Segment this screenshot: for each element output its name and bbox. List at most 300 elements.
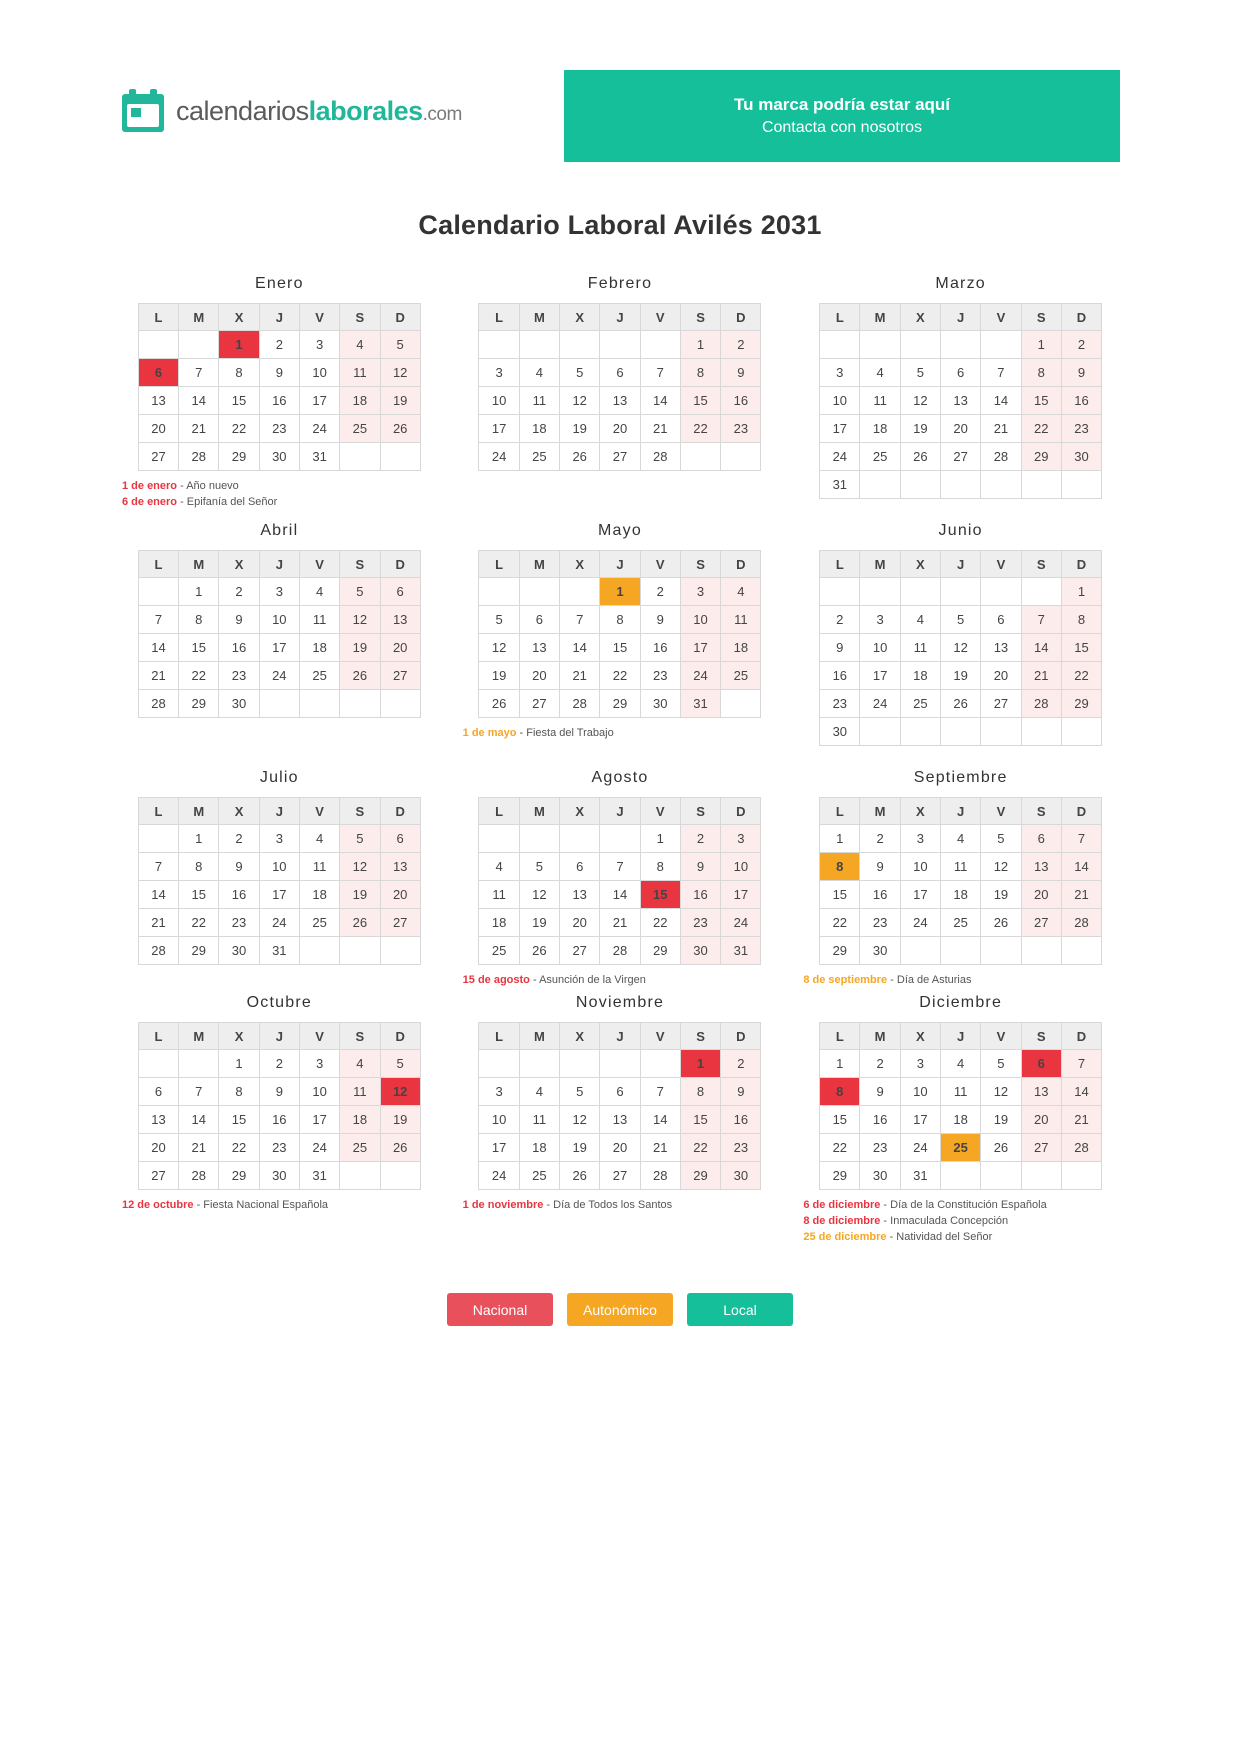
legend-item-local[interactable]: Local	[687, 1293, 793, 1326]
day-cell: 18	[519, 415, 559, 443]
day-cell: 26	[900, 443, 940, 471]
day-cell: 1	[640, 825, 680, 853]
day-cell: 21	[600, 909, 640, 937]
day-cell: 23	[860, 909, 900, 937]
day-cell: 31	[259, 937, 299, 965]
weekday-header: M	[519, 551, 559, 578]
day-cell: 20	[138, 415, 178, 443]
day-cell: 19	[981, 1106, 1021, 1134]
day-cell-weekend: 15	[680, 1106, 720, 1134]
weekday-header: S	[340, 304, 380, 331]
day-cell: 9	[640, 606, 680, 634]
day-cell: 22	[600, 662, 640, 690]
day-cell: 16	[860, 881, 900, 909]
day-cell-empty	[560, 578, 600, 606]
day-cell: 19	[981, 881, 1021, 909]
weekday-header: D	[1061, 304, 1101, 331]
day-cell-weekend: 30	[1061, 443, 1101, 471]
day-cell-empty	[1061, 1162, 1101, 1190]
holiday-note-date: 1 de noviembre	[462, 1199, 544, 1211]
month-name: Abril	[260, 522, 299, 539]
day-cell-weekend: 25	[721, 662, 761, 690]
weekday-header: S	[1021, 551, 1061, 578]
day-cell: 2	[259, 1050, 299, 1078]
day-cell: 24	[259, 662, 299, 690]
day-cell: 3	[900, 1050, 940, 1078]
day-cell: 7	[600, 853, 640, 881]
day-cell: 12	[560, 387, 600, 415]
day-cell: 14	[981, 387, 1021, 415]
day-cell-weekend: 16	[1061, 387, 1101, 415]
weekday-header-row	[138, 1023, 420, 1050]
day-cell-holiday-autonomico: 1	[600, 578, 640, 606]
weekday-header: S	[340, 1023, 380, 1050]
day-cell: 3	[479, 359, 519, 387]
day-cell: 1	[179, 825, 219, 853]
weekday-header-row	[820, 1023, 1102, 1050]
day-cell-weekend: 7	[1021, 606, 1061, 634]
holiday-note-date: 8 de diciembre	[803, 1215, 881, 1227]
day-cell: 1	[219, 1050, 259, 1078]
day-cell-weekend: 1	[680, 331, 720, 359]
day-cell-weekend: 23	[680, 909, 720, 937]
weekday-header-row	[479, 1023, 761, 1050]
weekday-header: M	[179, 1023, 219, 1050]
month-block	[801, 994, 1120, 1245]
day-cell: 6	[519, 606, 559, 634]
day-cell-weekend: 20	[380, 634, 420, 662]
day-cell: 8	[600, 606, 640, 634]
day-cell-holiday-autonomico: 25	[941, 1134, 981, 1162]
week-row	[479, 937, 761, 965]
day-cell-empty	[860, 331, 900, 359]
weekday-header: X	[219, 1023, 259, 1050]
day-cell-empty	[380, 1162, 420, 1190]
day-cell-weekend: 13	[380, 606, 420, 634]
day-cell-empty	[259, 690, 299, 718]
day-cell-empty	[138, 1050, 178, 1078]
month-table	[819, 303, 1102, 499]
day-cell: 27	[560, 937, 600, 965]
months-grid	[120, 275, 1120, 1245]
day-cell: 3	[299, 331, 339, 359]
day-cell: 26	[981, 1134, 1021, 1162]
weekday-header: L	[820, 304, 860, 331]
day-cell-empty	[179, 1050, 219, 1078]
day-cell: 5	[981, 825, 1021, 853]
day-cell-weekend: 4	[340, 331, 380, 359]
day-cell: 27	[981, 690, 1021, 718]
week-row	[479, 825, 761, 853]
day-cell-empty	[340, 937, 380, 965]
day-cell-weekend: 23	[721, 415, 761, 443]
day-cell: 20	[600, 415, 640, 443]
weekday-header: M	[860, 304, 900, 331]
day-cell-weekend: 27	[380, 662, 420, 690]
day-cell-empty	[340, 443, 380, 471]
weekday-header-row	[479, 304, 761, 331]
weekday-header: V	[299, 551, 339, 578]
weekday-header: X	[900, 551, 940, 578]
day-cell: 27	[138, 1162, 178, 1190]
day-cell-holiday-nacional: 8	[820, 1078, 860, 1106]
weekday-header: D	[1061, 551, 1101, 578]
holiday-note-date: 1 de mayo	[462, 727, 517, 739]
day-cell: 16	[259, 387, 299, 415]
day-cell-weekend: 19	[340, 881, 380, 909]
page-header	[120, 70, 1120, 162]
day-cell-weekend: 19	[380, 1106, 420, 1134]
month-name: Noviembre	[575, 994, 665, 1011]
day-cell-weekend: 7	[1061, 825, 1101, 853]
week-row	[479, 1078, 761, 1106]
weekday-header: S	[680, 551, 720, 578]
day-cell: 11	[941, 853, 981, 881]
day-cell: 8	[219, 359, 259, 387]
day-cell: 5	[479, 606, 519, 634]
week-row	[820, 937, 1102, 965]
weekday-header: V	[640, 304, 680, 331]
day-cell: 15	[219, 1106, 259, 1134]
week-row	[820, 387, 1102, 415]
day-cell-weekend: 16	[721, 387, 761, 415]
holiday-note-desc: - Natividad del Señor	[886, 1231, 993, 1243]
day-cell-weekend: 5	[380, 1050, 420, 1078]
day-cell: 2	[219, 825, 259, 853]
day-cell: 8	[179, 606, 219, 634]
day-cell-weekend: 13	[1021, 1078, 1061, 1106]
day-cell-weekend: 22	[1021, 415, 1061, 443]
week-row	[479, 634, 761, 662]
month-name: Enero	[254, 275, 304, 292]
weekday-header: S	[340, 798, 380, 825]
day-cell-empty	[721, 443, 761, 471]
day-cell: 17	[479, 415, 519, 443]
day-cell-empty	[380, 443, 420, 471]
day-cell: 22	[179, 662, 219, 690]
day-cell: 24	[860, 690, 900, 718]
legend-item-nacional[interactable]: Nacional	[447, 1293, 553, 1326]
day-cell-empty	[479, 1050, 519, 1078]
day-cell-empty	[860, 471, 900, 499]
day-cell-weekend: 25	[340, 415, 380, 443]
week-row	[820, 1078, 1102, 1106]
month-block	[120, 769, 439, 988]
week-row	[138, 443, 420, 471]
day-cell-weekend: 16	[721, 1106, 761, 1134]
weekday-header-row	[138, 304, 420, 331]
week-row	[138, 690, 420, 718]
day-cell: 29	[179, 690, 219, 718]
weekday-header: L	[820, 798, 860, 825]
day-cell-empty	[860, 578, 900, 606]
month-table	[819, 1022, 1102, 1190]
day-cell: 16	[219, 634, 259, 662]
day-cell-weekend: 21	[1061, 881, 1101, 909]
day-cell: 30	[219, 937, 259, 965]
day-cell: 18	[299, 881, 339, 909]
day-cell: 1	[820, 1050, 860, 1078]
weekday-header: V	[981, 1023, 1021, 1050]
day-cell: 21	[138, 909, 178, 937]
day-cell: 11	[519, 1106, 559, 1134]
day-cell: 25	[299, 909, 339, 937]
day-cell: 9	[219, 853, 259, 881]
weekday-header: D	[1061, 1023, 1101, 1050]
ad-banner[interactable]	[564, 70, 1120, 162]
day-cell: 27	[600, 1162, 640, 1190]
day-cell-empty	[941, 718, 981, 746]
day-cell: 4	[299, 578, 339, 606]
day-cell-weekend: 30	[680, 937, 720, 965]
day-cell: 10	[900, 1078, 940, 1106]
day-cell: 25	[519, 443, 559, 471]
calendar-icon	[120, 88, 166, 134]
day-cell: 28	[560, 690, 600, 718]
day-cell-empty	[138, 331, 178, 359]
day-cell-weekend: 21	[1061, 1106, 1101, 1134]
legend	[120, 1293, 1120, 1326]
day-cell-weekend: 18	[721, 634, 761, 662]
day-cell: 27	[600, 443, 640, 471]
day-cell-empty	[900, 937, 940, 965]
day-cell: 6	[138, 1078, 178, 1106]
month-name: Junio	[938, 522, 983, 539]
day-cell-holiday-autonomico: 8	[820, 853, 860, 881]
day-cell-weekend: 1	[1021, 331, 1061, 359]
day-cell: 19	[519, 909, 559, 937]
day-cell-weekend: 15	[1021, 387, 1061, 415]
week-row	[820, 1134, 1102, 1162]
holiday-note-desc: - Epifanía del Señor	[177, 496, 278, 508]
weekday-header: X	[219, 798, 259, 825]
day-cell: 30	[259, 1162, 299, 1190]
day-cell: 18	[941, 881, 981, 909]
day-cell: 23	[259, 415, 299, 443]
day-cell: 23	[860, 1134, 900, 1162]
day-cell: 9	[820, 634, 860, 662]
day-cell-weekend: 9	[680, 853, 720, 881]
day-cell-weekend: 29	[1061, 690, 1101, 718]
holiday-note-desc: - Día de la Constitución Española	[880, 1199, 1047, 1211]
day-cell: 12	[981, 853, 1021, 881]
day-cell: 7	[138, 853, 178, 881]
day-cell-weekend: 26	[340, 909, 380, 937]
month-table	[478, 797, 761, 965]
day-cell: 16	[640, 634, 680, 662]
month-notes	[120, 972, 439, 982]
day-cell: 31	[299, 443, 339, 471]
day-cell-weekend: 2	[680, 825, 720, 853]
weekday-header: V	[299, 798, 339, 825]
day-cell-empty	[981, 937, 1021, 965]
day-cell: 18	[860, 415, 900, 443]
holiday-note	[122, 478, 439, 494]
weekday-header: M	[179, 551, 219, 578]
day-cell-weekend: 9	[1061, 359, 1101, 387]
weekday-header: J	[259, 304, 299, 331]
day-cell: 24	[820, 443, 860, 471]
day-cell: 25	[519, 1162, 559, 1190]
weekday-header: J	[259, 551, 299, 578]
day-cell-weekend: 10	[680, 606, 720, 634]
week-row	[479, 909, 761, 937]
weekday-header: D	[721, 798, 761, 825]
holiday-note-date: 1 de enero	[122, 480, 178, 492]
week-row	[820, 331, 1102, 359]
day-cell-empty	[380, 690, 420, 718]
week-row	[820, 909, 1102, 937]
month-notes	[461, 478, 780, 488]
week-row	[820, 415, 1102, 443]
weekday-header: M	[519, 1023, 559, 1050]
site-logo[interactable]	[120, 70, 462, 134]
day-cell: 28	[179, 443, 219, 471]
day-cell-weekend: 29	[680, 1162, 720, 1190]
logo-text-part2: laborales	[308, 95, 423, 126]
month-notes	[461, 1197, 780, 1213]
week-row	[479, 690, 761, 718]
month-table	[478, 550, 761, 718]
day-cell: 3	[479, 1078, 519, 1106]
day-cell-weekend: 15	[1061, 634, 1101, 662]
day-cell: 18	[519, 1134, 559, 1162]
legend-item-autonomico[interactable]: Autonómico	[567, 1293, 673, 1326]
day-cell: 14	[179, 387, 219, 415]
day-cell-holiday-nacional: 1	[219, 331, 259, 359]
day-cell: 8	[640, 853, 680, 881]
day-cell: 23	[259, 1134, 299, 1162]
day-cell: 21	[981, 415, 1021, 443]
day-cell: 12	[560, 1106, 600, 1134]
day-cell-weekend: 22	[1061, 662, 1101, 690]
day-cell: 18	[479, 909, 519, 937]
month-name: Mayo	[598, 522, 642, 539]
day-cell-weekend: 14	[1021, 634, 1061, 662]
weekday-header: V	[981, 798, 1021, 825]
day-cell-weekend: 11	[340, 359, 380, 387]
day-cell: 12	[981, 1078, 1021, 1106]
day-cell: 3	[900, 825, 940, 853]
day-cell-empty	[519, 331, 559, 359]
day-cell: 28	[138, 690, 178, 718]
day-cell: 29	[600, 690, 640, 718]
day-cell: 2	[860, 825, 900, 853]
day-cell: 30	[259, 443, 299, 471]
day-cell: 9	[259, 1078, 299, 1106]
weekday-header: X	[900, 798, 940, 825]
week-row	[820, 690, 1102, 718]
day-cell-empty	[340, 690, 380, 718]
weekday-header: X	[560, 1023, 600, 1050]
weekday-header: D	[380, 551, 420, 578]
day-cell-weekend: 3	[680, 578, 720, 606]
site-logo-text	[176, 96, 462, 127]
day-cell: 10	[479, 387, 519, 415]
day-cell: 29	[219, 1162, 259, 1190]
day-cell: 22	[219, 415, 259, 443]
day-cell: 25	[860, 443, 900, 471]
day-cell: 21	[138, 662, 178, 690]
day-cell-weekend: 18	[340, 387, 380, 415]
day-cell: 14	[560, 634, 600, 662]
day-cell: 15	[179, 881, 219, 909]
day-cell: 14	[640, 387, 680, 415]
day-cell-weekend: 5	[380, 331, 420, 359]
day-cell: 24	[479, 1162, 519, 1190]
day-cell-weekend: 28	[1061, 909, 1101, 937]
day-cell-weekend: 2	[721, 331, 761, 359]
day-cell-weekend: 13	[1021, 853, 1061, 881]
day-cell: 19	[900, 415, 940, 443]
weekday-header: V	[640, 551, 680, 578]
day-cell: 5	[981, 1050, 1021, 1078]
weekday-header: J	[259, 1023, 299, 1050]
day-cell: 13	[519, 634, 559, 662]
day-cell-weekend: 7	[1061, 1050, 1101, 1078]
day-cell: 20	[560, 909, 600, 937]
week-row	[138, 1078, 420, 1106]
day-cell-empty	[981, 331, 1021, 359]
holiday-note	[803, 1213, 1120, 1229]
day-cell: 13	[941, 387, 981, 415]
day-cell: 13	[600, 1106, 640, 1134]
holiday-note	[463, 1197, 780, 1213]
day-cell-weekend: 9	[721, 359, 761, 387]
day-cell-empty	[380, 937, 420, 965]
day-cell-weekend: 9	[721, 1078, 761, 1106]
month-block	[461, 994, 780, 1245]
day-cell: 5	[560, 1078, 600, 1106]
month-table	[478, 303, 761, 471]
day-cell: 20	[519, 662, 559, 690]
day-cell-empty	[560, 825, 600, 853]
day-cell: 14	[179, 1106, 219, 1134]
day-cell-empty	[941, 471, 981, 499]
day-cell-empty	[900, 578, 940, 606]
day-cell-holiday-nacional: 12	[380, 1078, 420, 1106]
weekday-header: X	[900, 304, 940, 331]
day-cell: 10	[259, 606, 299, 634]
day-cell-weekend: 26	[340, 662, 380, 690]
day-cell-weekend: 27	[380, 909, 420, 937]
day-cell: 21	[179, 415, 219, 443]
weekday-header: S	[1021, 798, 1061, 825]
day-cell-weekend: 4	[721, 578, 761, 606]
day-cell: 11	[299, 853, 339, 881]
weekday-header: D	[721, 304, 761, 331]
day-cell: 26	[560, 1162, 600, 1190]
day-cell: 15	[219, 387, 259, 415]
day-cell-empty	[600, 1050, 640, 1078]
day-cell-weekend: 2	[1061, 331, 1101, 359]
day-cell-weekend: 20	[1021, 1106, 1061, 1134]
week-row	[138, 937, 420, 965]
day-cell: 24	[259, 909, 299, 937]
day-cell-empty	[721, 690, 761, 718]
day-cell: 23	[219, 909, 259, 937]
day-cell: 17	[860, 662, 900, 690]
day-cell: 7	[640, 1078, 680, 1106]
day-cell: 30	[820, 718, 860, 746]
day-cell: 7	[179, 1078, 219, 1106]
day-cell: 9	[219, 606, 259, 634]
day-cell: 2	[640, 578, 680, 606]
month-name: Octubre	[246, 994, 312, 1011]
day-cell-weekend: 24	[680, 662, 720, 690]
month-table	[819, 797, 1102, 965]
day-cell: 29	[820, 1162, 860, 1190]
